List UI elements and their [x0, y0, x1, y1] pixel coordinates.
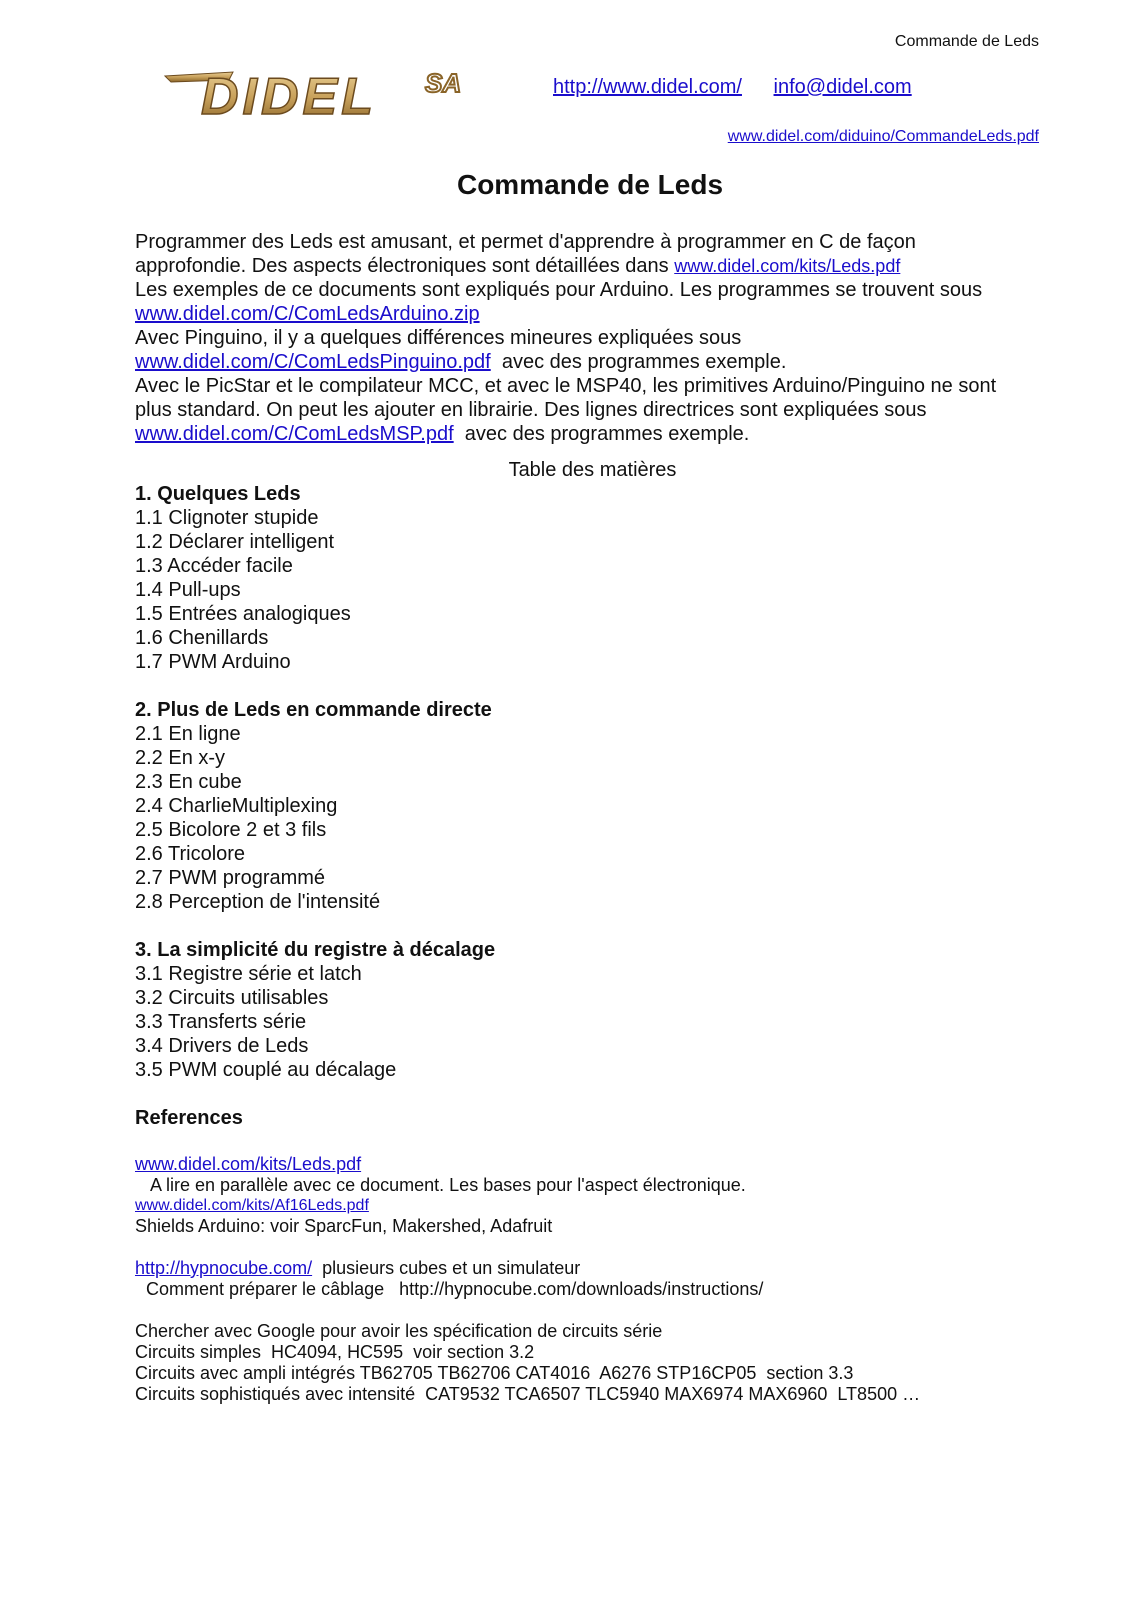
reference-text: Shields Arduino: voir SparcFun, Makershed, Adafruit	[135, 1216, 553, 1236]
intro-text: avec des programmes exemple.	[453, 423, 750, 445]
toc-item: 2.3 En cube	[135, 771, 242, 793]
toc-item: 1.2 Déclarer intelligent	[135, 531, 334, 553]
reference-link[interactable]: www.didel.com/kits/Af16Leds.pdf	[135, 1197, 369, 1214]
svg-text:DIDEL: DIDEL	[201, 68, 377, 124]
site-link[interactable]: http://www.didel.com/	[553, 76, 742, 98]
intro-line: Programmer des Leds est amusant, et permet d'apprendre à programmer en C de façon	[135, 231, 916, 253]
running-header: Commande de Leds	[894, 33, 1039, 50]
intro-paragraph	[135, 230, 1055, 446]
header-links	[553, 76, 912, 99]
toc-item: 2.7 PWM programmé	[135, 867, 326, 889]
reference-text: plusieurs cubes et un simulateur	[312, 1258, 581, 1278]
toc-item: 3.4 Drivers de Leds	[135, 1035, 309, 1057]
toc-section	[135, 938, 1055, 1082]
intro-text: approfondie. Des aspects électroniques sont détaillées dans	[135, 255, 675, 277]
toc-item: 2.6 Tricolore	[135, 843, 246, 865]
toc-item: 1.5 Entrées analogiques	[135, 603, 351, 625]
toc-item: 1.1 Clignoter stupide	[135, 507, 319, 529]
intro-line	[135, 254, 1055, 278]
toc-item: 1.3 Accéder facile	[135, 555, 293, 577]
toc-item: 3.2 Circuits utilisables	[135, 987, 329, 1009]
toc-section-heading: 3. La simplicité du registre à décalage	[135, 939, 496, 961]
leds-kit-link[interactable]: www.didel.com/kits/Leds.pdf	[674, 256, 901, 276]
intro-line: Avec le PicStar et le compilateur MCC, et avec le MSP40, les primitives Arduino/Pinguino ne sont	[135, 375, 997, 397]
toc-item: 2.2 En x-y	[135, 747, 226, 769]
arduino-zip-link[interactable]: www.didel.com/C/ComLedsArduino.zip	[135, 303, 480, 325]
toc-item: 1.6 Chenillards	[135, 627, 269, 649]
intro-line: Avec Pinguino, il y a quelques différences mineures expliquées sous	[135, 327, 742, 349]
reference-link[interactable]: www.didel.com/kits/Leds.pdf	[135, 1154, 362, 1174]
toc-section	[135, 482, 1055, 674]
toc-item: 1.7 PWM Arduino	[135, 651, 291, 673]
intro-line	[135, 350, 1055, 374]
intro-line	[135, 422, 1055, 446]
intro-line: plus standard. On peut les ajouter en librairie. Des lignes directrices sont expliquées sous	[135, 399, 927, 421]
intro-text: avec des programmes exemple.	[490, 351, 787, 373]
toc-section-heading: 1. Quelques Leds	[135, 483, 301, 505]
toc-title: Table des matières	[508, 459, 677, 481]
pinguino-pdf-link[interactable]: www.didel.com/C/ComLedsPinguino.pdf	[135, 351, 491, 373]
toc-item: 2.5 Bicolore 2 et 3 fils	[135, 819, 327, 841]
reference-text: Circuits sophistiqués avec intensité CAT9532 TCA6507 TLC5940 MAX6974 MAX6960 LT8500 …	[135, 1384, 921, 1404]
toc-item: 1.4 Pull-ups	[135, 579, 241, 601]
reference-item	[135, 1258, 1055, 1279]
reference-item	[135, 1154, 1055, 1175]
reference-text: Comment préparer le câblage http://hypnocube.com/downloads/instructions/	[146, 1279, 764, 1299]
toc-item: 2.8 Perception de l'intensité	[135, 891, 381, 913]
intro-line	[135, 302, 1055, 326]
toc-item: 3.3 Transferts série	[135, 1011, 307, 1033]
toc-section	[135, 698, 1055, 914]
document-body	[135, 230, 1055, 1405]
toc-item: 2.1 En ligne	[135, 723, 241, 745]
didel-sa-logo	[163, 62, 488, 124]
references-heading: References	[135, 1107, 243, 1129]
toc-item: 3.1 Registre série et latch	[135, 963, 362, 985]
toc-section-heading: 2. Plus de Leds en commande directe	[135, 699, 492, 721]
msp-pdf-link[interactable]: www.didel.com/C/ComLedsMSP.pdf	[135, 423, 454, 445]
reference-text: Circuits simples HC4094, HC595 voir section 3.2	[135, 1342, 535, 1362]
toc-item: 3.5 PWM couplé au décalage	[135, 1059, 397, 1081]
reference-link[interactable]: http://hypnocube.com/	[135, 1258, 313, 1278]
toc-item: 2.4 CharlieMultiplexing	[135, 795, 338, 817]
reference-description: A lire en parallèle avec ce document. Les bases pour l'aspect électronique.	[150, 1175, 746, 1195]
svg-text:SA: SA	[425, 68, 462, 98]
references-section	[135, 1106, 1055, 1405]
reference-text: Circuits avec ampli intégrés TB62705 TB62706 CAT4016 A6276 STP16CP05 section 3.3	[135, 1363, 854, 1383]
table-of-contents	[135, 482, 1055, 1082]
reference-item	[135, 1196, 1055, 1216]
page-title: Commande de Leds	[456, 169, 724, 200]
reference-text: Chercher avec Google pour avoir les spécification de circuits série	[135, 1321, 663, 1341]
document-url-link[interactable]: www.didel.com/diduino/CommandeLeds.pdf	[727, 128, 1039, 145]
email-link[interactable]: info@didel.com	[773, 76, 912, 98]
intro-line: Les exemples de ce documents sont expliqués pour Arduino. Les programmes se trouvent sous	[135, 279, 983, 301]
